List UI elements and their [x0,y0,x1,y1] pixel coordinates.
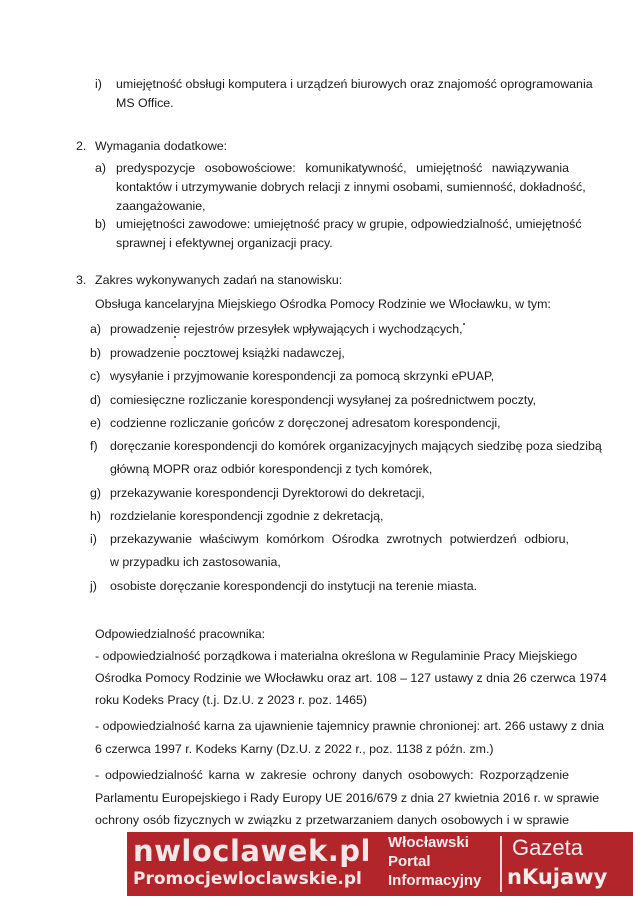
list-marker: b) [90,346,102,360]
list-marker: a) [90,322,102,336]
responsibility-line: - odpowiedzialność porządkowa i materialna określona w Regulaminie Pracy Miejskiego [95,649,578,663]
list-item-line: główną MOPR oraz odbiór korespondencji z tych komórek, [110,462,433,476]
banner-divider [500,836,502,892]
list-item-line: zaangażowanie, [116,199,206,213]
promocje-logo: Promocjewloclawskie.pl [133,869,362,889]
responsibility-line: roku Kodeks Pracy (t.j. Dz.U. z 2023 r. poz. 1465) [95,693,368,707]
section-number: 2. [76,139,87,153]
list-marker: b) [95,217,107,231]
responsibility-line: ochrony osób fizycznych w związku z przetwarzaniem danych osobowych i w sprawie [95,813,569,827]
watermark-banner [127,832,633,896]
list-item-line: w przypadku ich zastosowania, [110,555,281,569]
list-marker: e) [90,416,102,430]
portal-label [388,833,481,890]
nwloclawek-logo: nwloclawek.pl [133,834,371,868]
list-item-line: codzienne rozliczanie gońców z doręczonej adresatom korespondencji, [110,416,501,430]
responsibility-line: Ośrodka Pomocy Rodzinie we Włocławku oraz art. 108 – 127 ustawy z dnia 26 czerwca 1974 [95,671,607,685]
section-number: 3. [76,273,87,287]
scan-speck [463,323,465,325]
list-marker: i) [90,532,97,546]
list-marker: f) [90,439,98,453]
list-item-line: umiejętności zawodowe: umiejętność pracy w grupie, odpowiedzialność, umiejętność [116,217,582,231]
scan-speck [174,336,176,338]
portal-line: Portal [388,853,431,870]
list-item-line: osobiste doręczanie korespondencji do instytucji na terenie miasta. [110,579,478,593]
gazeta-label: Gazeta [512,835,583,860]
responsibility-line: - odpowiedzialność karna w zakresie ochrony danych osobowych: Rozporządzenie [95,768,569,782]
responsibility-heading: Odpowiedzialność pracownika: [95,627,266,641]
list-item-line: doręczanie korespondencji do komórek organizacyjnych mających siedzibę poza siedzibą [110,439,602,453]
list-item-line: wysyłanie i przyjmowanie korespondencji za pomocą skrzynki ePUAP, [110,369,495,383]
list-marker: h) [90,509,102,523]
list-item-line: predyspozycje osobowościowe: komunikatywność, umiejętność nawiązywania [116,161,569,175]
list-marker: i) [95,77,102,91]
list-item-line: MS Office. [116,96,174,110]
list-item-line: kontaktów i utrzymywanie dobrych relacji z innymi osobami, sumienność, dokładność, [116,180,586,194]
list-item-line: prowadzenie pocztowej książki nadawczej, [110,346,345,360]
list-marker: g) [90,486,102,500]
list-item-line: rozdzielanie korespondencji zgodnie z dekretacją, [110,509,384,523]
list-item-line: przekazywanie właściwym komórkom Ośrodka zwrotnych potwierdzeń odbioru, [110,532,569,546]
list-marker: d) [90,393,102,407]
portal-line: Włocławski [388,834,469,851]
section-heading: Wymagania dodatkowe: [95,139,228,153]
list-marker: c) [90,369,101,383]
responsibility-line: Parlamentu Europejskiego i Rady Europy UE 2016/679 z dnia 27 kwietnia 2016 r. w sprawie [95,791,600,805]
list-item-line: comiesięczne rozliczanie korespondencji wysyłanej za pośrednictwem poczty, [110,393,537,407]
list-item-line: sprawnej i efektywnej organizacji pracy. [116,236,333,250]
section-heading: Zakres wykonywanych zadań na stanowisku: [95,273,343,287]
list-marker: j) [90,579,97,593]
list-item-line: umiejętność obsługi komputera i urządzeń biurowych oraz znajomość oprogramowania [116,77,593,91]
responsibility-line: - odpowiedzialność karna za ujawnienie tajemnicy prawnie chronionej: art. 266 ustawy z dnia [95,719,604,733]
responsibility-line: 6 czerwca 1997 r. Kodeks Karny (Dz.U. z 2022 r., poz. 1138 z późn. zm.) [95,742,494,756]
list-item-line: prowadzenie rejestrów przesyłek wpływających i wychodzących, [110,322,463,336]
nkujawy-logo: nKujawy [507,865,608,889]
list-marker: a) [95,161,107,175]
portal-line: Informacyjny [388,872,482,889]
list-item-line: przekazywanie korespondencji Dyrektorowi do dekretacji, [110,486,425,500]
section-intro: Obsługa kancelaryjna Miejskiego Ośrodka Pomocy Rodzinie we Włocławku, w tym: [95,297,551,311]
